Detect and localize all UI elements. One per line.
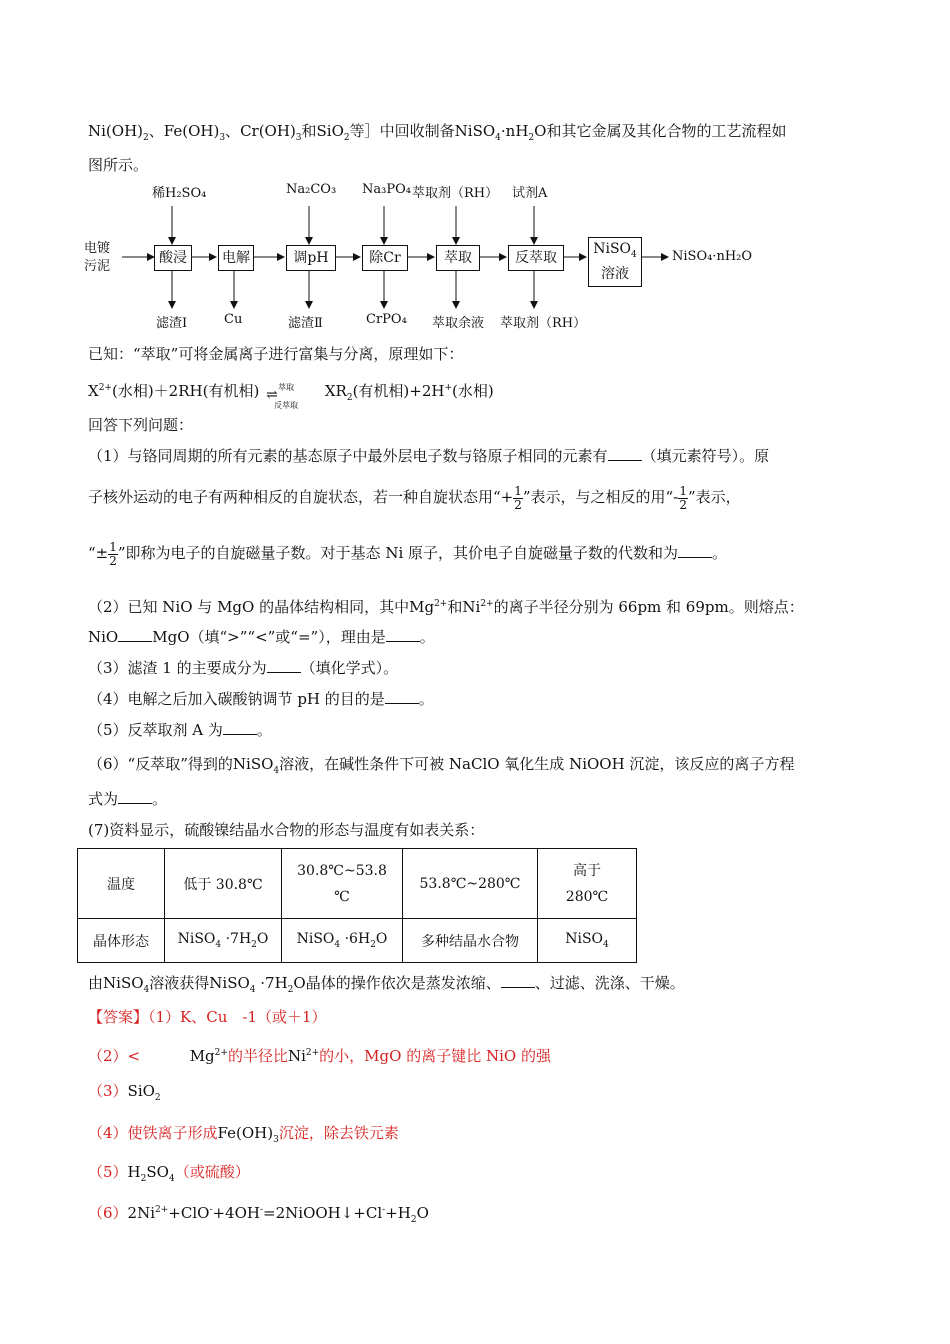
- formula-text: Mg: [409, 598, 435, 616]
- byproduct-label: 萃取剂（RH）: [500, 316, 587, 331]
- table-header-cell: 温度: [78, 849, 165, 919]
- subscript: 2: [251, 939, 257, 950]
- table-cell: [282, 919, 403, 963]
- question-text: （3）滤渣 1 的主要成分为: [88, 659, 267, 677]
- superscript: +: [444, 383, 453, 393]
- subscript: 4: [273, 766, 280, 776]
- formula-text: SO: [146, 1163, 169, 1181]
- reagent-label: 稀H₂SO₄: [152, 186, 207, 201]
- byproduct-label: 滤渣Ⅱ: [288, 316, 323, 331]
- question-6-line-1: [88, 752, 794, 783]
- reagent-label: Na₂CO₃: [286, 182, 337, 197]
- answer-blank: [118, 789, 152, 804]
- superscript: 2+: [305, 1048, 320, 1058]
- subscript: 2: [410, 1215, 417, 1225]
- numerator: 1: [514, 483, 522, 498]
- subscript: 3: [219, 133, 226, 143]
- table-cell: 低于 30.8℃: [165, 849, 282, 919]
- answer-text: 的小，MgO 的离子键比 NiO 的强: [319, 1047, 551, 1065]
- answer-blank: [386, 627, 420, 642]
- answer-blank: [385, 689, 419, 704]
- question-text: 晶体的操作依次是蒸发浓缩、: [305, 974, 501, 992]
- fraction-half: [513, 485, 523, 512]
- answer-text: （或硫酸）: [174, 1163, 250, 1181]
- subscript: 3: [295, 133, 302, 143]
- formula-text: NiSO: [593, 241, 632, 257]
- question-text: ”表示，与之相反的用“: [522, 488, 674, 506]
- denominator: 2: [514, 497, 522, 512]
- question-text: 。: [418, 690, 434, 708]
- table-cell: 多种结晶水合物: [403, 919, 538, 963]
- equilibrium-arrow: [264, 382, 320, 410]
- answer-text: 沉淀，除去铁元素: [278, 1124, 399, 1142]
- subscript: 2: [528, 133, 535, 143]
- subscript: 2: [154, 1093, 161, 1103]
- intro-line-2: 图所示。: [88, 156, 149, 174]
- formula-text: Ni: [287, 1047, 306, 1065]
- answer-text: （5）: [88, 1163, 128, 1181]
- arrow-label-top: 萃取: [278, 383, 295, 392]
- formula-text: O: [256, 931, 269, 948]
- answer-2: [88, 1041, 551, 1068]
- question-text: （1）与铬同周期的所有元素的基态原子中最外层电子数与铬原子相同的元素有: [88, 447, 608, 465]
- question-text: MgO（填“>”“<”或“=”），理由是: [152, 628, 386, 646]
- minus-sign: -: [673, 488, 679, 506]
- hydrate-temperature-table: [77, 848, 637, 963]
- question-text: （填元素符号）。原: [641, 447, 770, 465]
- subscript: 4: [168, 1174, 175, 1184]
- cell-line: ℃: [334, 888, 350, 905]
- numerator: 1: [109, 539, 117, 554]
- superscript: 2+: [155, 1205, 169, 1215]
- question-text: 溶液获得: [149, 974, 210, 992]
- subscript: 4: [215, 939, 222, 950]
- answer-text: （4）使铁离子形成: [88, 1124, 218, 1142]
- reagent-label: Na₃PO₄: [362, 182, 411, 197]
- answer-blank: [267, 658, 301, 673]
- subscript: 2: [143, 133, 149, 143]
- start-label: [84, 240, 110, 276]
- subscript: 2: [343, 133, 350, 143]
- question-text: （4）电解之后加入碳酸钠调节 pH 的目的是: [88, 690, 385, 708]
- question-text: 式为: [88, 790, 119, 808]
- denominator: 2: [109, 553, 117, 568]
- question-7: (7)资料显示，硫酸镍结晶水合物的形态与温度有如表关系：: [88, 821, 485, 839]
- subscript: 3: [273, 1135, 279, 1145]
- formula-text: O: [375, 931, 388, 948]
- formula-text: O: [416, 1204, 429, 1222]
- plus-minus-sign: “±: [88, 544, 109, 562]
- subscript: 2: [346, 393, 353, 403]
- formula-text: NiSO: [209, 974, 250, 992]
- formula-text: +ClO: [168, 1204, 210, 1222]
- after-table-question: [88, 971, 685, 1002]
- table-cell: [538, 919, 637, 963]
- formula-text: XR: [324, 382, 347, 400]
- final-product-label: NiSO₄·nH₂O: [672, 249, 753, 264]
- answer-6: [88, 1198, 429, 1232]
- answer-text: （3）: [88, 1082, 128, 1100]
- cell-line: 280℃: [565, 888, 609, 905]
- byproduct-label: 滤渣Ⅰ: [156, 316, 188, 331]
- question-text: 。: [419, 628, 435, 646]
- byproduct-label: CrPO₄: [366, 312, 407, 327]
- subscript: 4: [603, 939, 609, 950]
- equation-text: (水相)＋2RH(有机相): [111, 382, 260, 400]
- answer-blank: [678, 543, 712, 558]
- table-row: [78, 919, 637, 963]
- answer-text: 的半径比: [227, 1047, 288, 1065]
- step-box-acid-leach: 酸浸: [154, 245, 192, 271]
- answer-1: [88, 1005, 327, 1029]
- separator: 、: [148, 122, 164, 140]
- question-5: [88, 718, 272, 742]
- table-header-cell: 晶体形态: [78, 919, 165, 963]
- equation-text: (有机相): [352, 382, 410, 400]
- intro-text: 等］中回收制备: [349, 122, 455, 140]
- step-box-electrolysis: 电解: [218, 245, 254, 271]
- formula-text: O: [534, 122, 547, 140]
- question-text: 由: [88, 974, 104, 992]
- step-box-adjust-ph: 调pH: [286, 245, 336, 271]
- superscript: -: [382, 1205, 386, 1215]
- question-text: 、过滤、洗涤、干燥。: [534, 974, 685, 992]
- fraction-half: [108, 541, 118, 568]
- question-text: 。: [256, 721, 272, 739]
- question-1-line-2: [88, 482, 741, 512]
- superscript: 2+: [434, 599, 448, 609]
- answer-text: （2）<: [88, 1047, 141, 1065]
- table-cell: [538, 849, 637, 919]
- answer-blank: [501, 973, 535, 988]
- question-1-line-3: [88, 538, 727, 568]
- formula-text: NiSO: [177, 931, 216, 948]
- formula-text: Ni(OH): [88, 122, 144, 140]
- arrow-label-bottom: 反萃取: [274, 401, 299, 410]
- question-text: （2）已知 NiO 与 MgO 的晶体结构相同，其中: [88, 598, 410, 616]
- step-box-extract: 萃取: [436, 245, 480, 271]
- answer-blank: [118, 627, 152, 642]
- question-6-line-2: [88, 787, 167, 811]
- formula-text: Ni: [462, 598, 481, 616]
- extraction-equation: [88, 376, 494, 410]
- product-box-label: 溶液: [601, 265, 629, 282]
- numerator: 1: [679, 483, 687, 498]
- table-cell: [282, 849, 403, 919]
- formula-text: ·7H: [255, 974, 288, 992]
- process-flow-diagram: [84, 180, 784, 340]
- plus-sign: +: [500, 488, 514, 506]
- subscript: 2: [287, 985, 294, 995]
- formula-text: ·7H: [221, 931, 252, 948]
- byproduct-label: 萃取余液: [432, 316, 485, 331]
- superscript: 2+: [98, 383, 112, 393]
- intro-text: 和其它金属及其化合物的工艺流程如: [546, 122, 787, 140]
- formula-text: NiSO: [565, 931, 604, 948]
- question-text: 的离子半径分别为 66pm 和 69pm。则熔点：: [493, 598, 804, 616]
- equation-text: (水相): [452, 382, 494, 400]
- question-text: ”即称为电子的自旋磁量子数。对于基态 Ni 原子，其价电子自旋磁量子数的代数和为: [117, 544, 679, 562]
- start-label-line: 污泥: [84, 259, 111, 274]
- step-box-remove-cr: 除Cr: [362, 245, 408, 271]
- formula-text: Fe(OH): [163, 122, 220, 140]
- question-text: 子核外运动的电子有两种相反的自旋状态，若一种自旋状态用“: [88, 488, 501, 506]
- formula-text: SiO: [127, 1082, 155, 1100]
- formula-text: NiSO: [232, 755, 274, 773]
- separator: 、: [225, 122, 241, 140]
- known-line: 已知：“萃取”可将金属离子进行富集与分离，原理如下：: [88, 345, 464, 363]
- formula-text: NiSO: [103, 974, 144, 992]
- step-box-back-extract: 反萃取: [508, 245, 564, 271]
- reagent-label: 试剂A: [512, 186, 548, 201]
- question-1-line-1: [88, 444, 769, 468]
- answer-text: （1）K、Cu -1（或＋1）: [148, 1008, 327, 1026]
- question-text: 。: [712, 544, 728, 562]
- formula-text: +2H: [409, 382, 445, 400]
- questions-intro: 回答下列问题：: [88, 416, 194, 434]
- formula-text: =2NiOOH↓+Cl: [263, 1204, 383, 1222]
- answer-blank: [608, 446, 642, 461]
- formula-text: H: [127, 1163, 141, 1181]
- formula-text: +4OH: [212, 1204, 260, 1222]
- formula-text: Fe(OH): [217, 1124, 274, 1142]
- step-box-niso4-solution: [588, 237, 642, 287]
- cell-line: 高于: [573, 862, 601, 879]
- answer-blank: [223, 720, 257, 735]
- question-text: 溶液，在碱性条件下可被 NaClO 氧化生成 NiOOH 沉淀，该反应的离子方程: [279, 755, 795, 773]
- reagent-label: 萃取剂（RH）: [412, 186, 499, 201]
- product-box-formula: [589, 240, 641, 265]
- subscript: 2: [370, 939, 376, 950]
- formula-text: Cr(OH): [240, 122, 296, 140]
- intro-line-1: [88, 119, 786, 150]
- subscript: 4: [249, 985, 256, 995]
- superscript: -: [259, 1205, 264, 1215]
- subscript: 4: [631, 249, 637, 260]
- superscript: 2+: [214, 1048, 228, 1058]
- formula-text: O: [293, 974, 306, 992]
- question-3: [88, 656, 398, 680]
- superscript: -: [209, 1205, 213, 1215]
- question-text: （填化学式）。: [300, 659, 399, 677]
- question-text: 。: [152, 790, 168, 808]
- byproduct-label: Cu: [224, 312, 243, 327]
- start-label-line: 电镀: [84, 241, 111, 256]
- table-cell: 53.8℃~280℃: [403, 849, 538, 919]
- answer-5: [88, 1160, 250, 1191]
- question-text: 和: [447, 598, 463, 616]
- fraction-half: [678, 485, 688, 512]
- subscript: 4: [143, 985, 150, 995]
- answer-4: [88, 1121, 399, 1152]
- arrow-glyph: ⇌: [266, 387, 278, 403]
- question-text: （6）“反萃取”得到的: [88, 755, 233, 773]
- question-text: NiO: [88, 628, 119, 646]
- table-cell: [165, 919, 282, 963]
- formula-text: 2Ni: [127, 1204, 156, 1222]
- formula-text: NiSO: [454, 122, 496, 140]
- table-row: [78, 849, 637, 919]
- answer-text: （6）: [88, 1204, 128, 1222]
- question-4: [88, 687, 434, 711]
- superscript: 2+: [480, 599, 494, 609]
- answer-label: 【答案】: [88, 1008, 149, 1026]
- subscript: 2: [140, 1174, 147, 1184]
- answer-3: [88, 1079, 161, 1110]
- formula-text: ·6H: [340, 931, 371, 948]
- question-2-line-2: [88, 625, 435, 649]
- subscript: 4: [495, 133, 501, 143]
- formula-text: X: [88, 382, 99, 400]
- cell-line: 30.8℃~53.8: [297, 862, 387, 879]
- question-text: （5）反萃取剂 A 为: [88, 721, 223, 739]
- denominator: 2: [679, 497, 687, 512]
- subscript: 4: [334, 939, 341, 950]
- formula-text: +H: [385, 1204, 411, 1222]
- question-text: ”表示，: [687, 488, 741, 506]
- question-2-line-1: [88, 592, 804, 619]
- formula-text: NiSO: [296, 931, 335, 948]
- formula-text: ·nH: [500, 122, 529, 140]
- formula-text: Mg: [189, 1047, 215, 1065]
- formula-text: 和SiO: [301, 122, 344, 140]
- ionic-equation: [127, 1204, 429, 1225]
